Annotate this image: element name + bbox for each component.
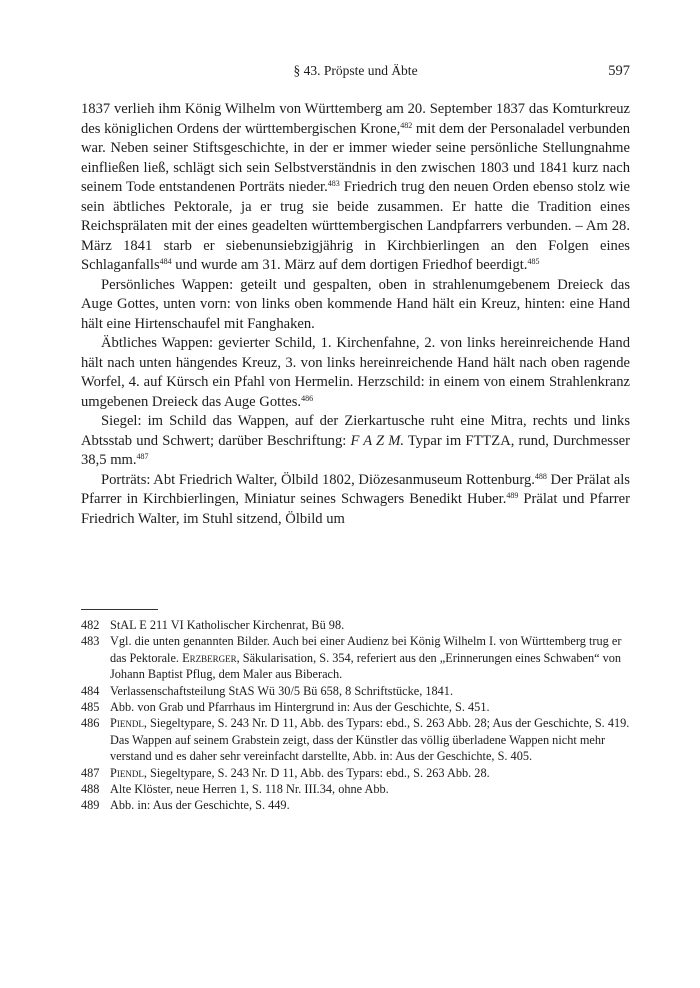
paragraph-1 [81, 100, 630, 276]
footnote-text [110, 715, 630, 764]
footnote-number: 483 [81, 634, 100, 649]
paragraph-portraits [81, 471, 630, 530]
footnote-489 [81, 797, 630, 813]
author-name: Piendl [110, 716, 144, 731]
text-run: , Siegeltypare, S. 243 Nr. D 11, Abb. des Typars: ebd., S. 263 Abb. 28; Aus der Geschichte, S. 419. Das Wappen auf seinem Grabstein zeigt, dass der Künstler das völlig überladene Wappen nicht mehr verstand und es daher sehr vereinfacht darstellte, Abb. in: Aus der Geschichte, S. 405. [110, 716, 630, 764]
page-number: 597 [608, 63, 630, 79]
text-run: Friedrich trug den neuen Orden ebenso stolz wie sein äbtliches Pektorale, ja er trug sie beide zusammen. Er hatte die Tradition eines Reichsprälaten mit der eines geadelten württembergischen Landpfarrers verbunden. – Am 28. März 1841 starb er siebenunsiebzigjährig in Kirchbierlingen an den Folgen eines Schlaganfalls [81, 179, 630, 273]
footnote-487 [81, 765, 630, 781]
text-run: 1837 verlieh ihm König Wilhelm von Württemberg am 20. September 1837 das Komturkreuz des königlichen Ordens der württembergischen Krone, [81, 101, 630, 137]
paragraph-personal-arms: Persönliches Wappen: geteilt und gespalten, oben in strahlenumgebenem Dreieck das Auge Gottes, unten vorn: von links oben kommende Hand hält ein Kreuz, hinten: eine Hand hält eine Hirtenschaufel mit Fanghaken. [81, 276, 630, 332]
seal-inscription: F A Z M. [350, 432, 405, 449]
footnote-text: Abb. von Grab und Pfarrhaus im Hintergrund in: Aus der Geschichte, S. 451. [110, 700, 490, 715]
author-name: Erzberger [182, 650, 237, 665]
text-run: mit dem der Personaladel verbunden war. Neben seiner Stiftsgeschichte, in der er immer wieder seine persönliche Stellungnahme einfließen ließ, schlägt sich sein Selbstverständnis in den zwischen 1803 und 1841 kurz nach seinem Tode entstandenen Porträts nieder. [81, 120, 630, 195]
text-run: , Säkularisation, S. 354, referiert aus den „Erinnerungen eines Schwaben“ von Johann Baptist Pflug, dem Maler aus Biberach. [110, 650, 622, 682]
footnote-number: 488 [81, 782, 100, 797]
paragraph-abbatial-arms [81, 334, 630, 412]
footnote-ref-483[interactable]: 483 [327, 179, 340, 188]
text-run: Vgl. die unten genannten Bilder. Auch bei einer Audienz bei König Wilhelm I. von Württemberg trug er das Pektorale. [110, 634, 622, 665]
footnote-486 [81, 715, 630, 764]
footnote-text [110, 765, 630, 781]
text-run: und wurde am 31. März auf dem dortigen Friedhof beerdigt. [171, 257, 528, 273]
paragraph-seal [81, 412, 630, 471]
footnote-text: Abb. in: Aus der Geschichte, S. 449. [110, 798, 290, 813]
footnote-ref-488[interactable]: 488 [534, 471, 547, 481]
running-head-title: § 43. Pröpste und Äbte [293, 63, 418, 78]
text-run: Typar im FTTZA, rund, Durchmesser 38,5 mm. [81, 432, 631, 468]
footnote-number: 482 [81, 618, 100, 632]
footnote-text: StAL E 211 VI Katholischer Kirchenrat, Bü 98. [110, 618, 345, 632]
footnote-divider [81, 609, 158, 610]
footnote-ref-485[interactable]: 485 [527, 257, 540, 266]
footnote-number: 489 [81, 798, 100, 813]
footnote-484 [81, 683, 630, 699]
text-run: , Siegeltypare, S. 243 Nr. D 11, Abb. des Typars: ebd., S. 263 Abb. 28. [143, 765, 490, 780]
author-name: Piendl [110, 765, 144, 780]
footnote-number: 487 [81, 765, 100, 780]
main-text [81, 100, 630, 529]
footnote-488 [81, 781, 630, 797]
text-run: Porträts: Abt Friedrich Walter, Ölbild 1802, Diözesanmuseum Rottenburg. [101, 471, 535, 488]
text-run: Der Prälat als Pfarrer in Kirchbierlingen, Miniatur seines Schwagers Benedikt Huber. [81, 471, 630, 507]
footnote-483 [81, 633, 630, 682]
text-run: Siegel: im Schild das Wappen, auf der Zierkartusche ruht eine Mitra, rechts und links Abtsstab und Schwert; darüber Beschriftung: [81, 413, 630, 449]
footnote-text [110, 633, 630, 682]
footnote-number: 485 [81, 700, 100, 715]
text-run: Äbtliches Wappen: gevierter Schild, 1. Kirchenfahne, 2. von links hereinreichende Hand hält nach unten hängendes Kreuz, 3. von links hereinreichende Hand hält nach oben ragende Worfel, 4. auf Kürsch ein Pfahl von Hermelin. Herzschild: in einem von einem Strahlenkranz umgebenen Dreieck das Auge Gottes. [81, 335, 630, 410]
footnotes [81, 617, 630, 814]
footnote-text: Verlassenschaftsteilung StAS Wü 30/5 Bü 658, 8 Schriftstücke, 1841. [110, 683, 454, 698]
footnote-ref-484[interactable]: 484 [159, 257, 172, 266]
footnote-ref-482[interactable]: 482 [400, 120, 413, 130]
footnote-482 [81, 617, 630, 633]
footnote-text: Alte Klöster, neue Herren 1, S. 118 Nr. III.34, ohne Abb. [110, 782, 389, 797]
footnote-number: 486 [81, 716, 100, 731]
footnote-ref-489[interactable]: 489 [506, 491, 519, 500]
footnote-number: 484 [81, 683, 100, 698]
footnote-485 [81, 699, 630, 715]
footnote-ref-486[interactable]: 486 [301, 393, 314, 403]
text-run: Prälat und Pfarrer Friedrich Walter, im Stuhl sitzend, Ölbild um [81, 491, 630, 527]
footnote-ref-487[interactable]: 487 [136, 452, 149, 461]
